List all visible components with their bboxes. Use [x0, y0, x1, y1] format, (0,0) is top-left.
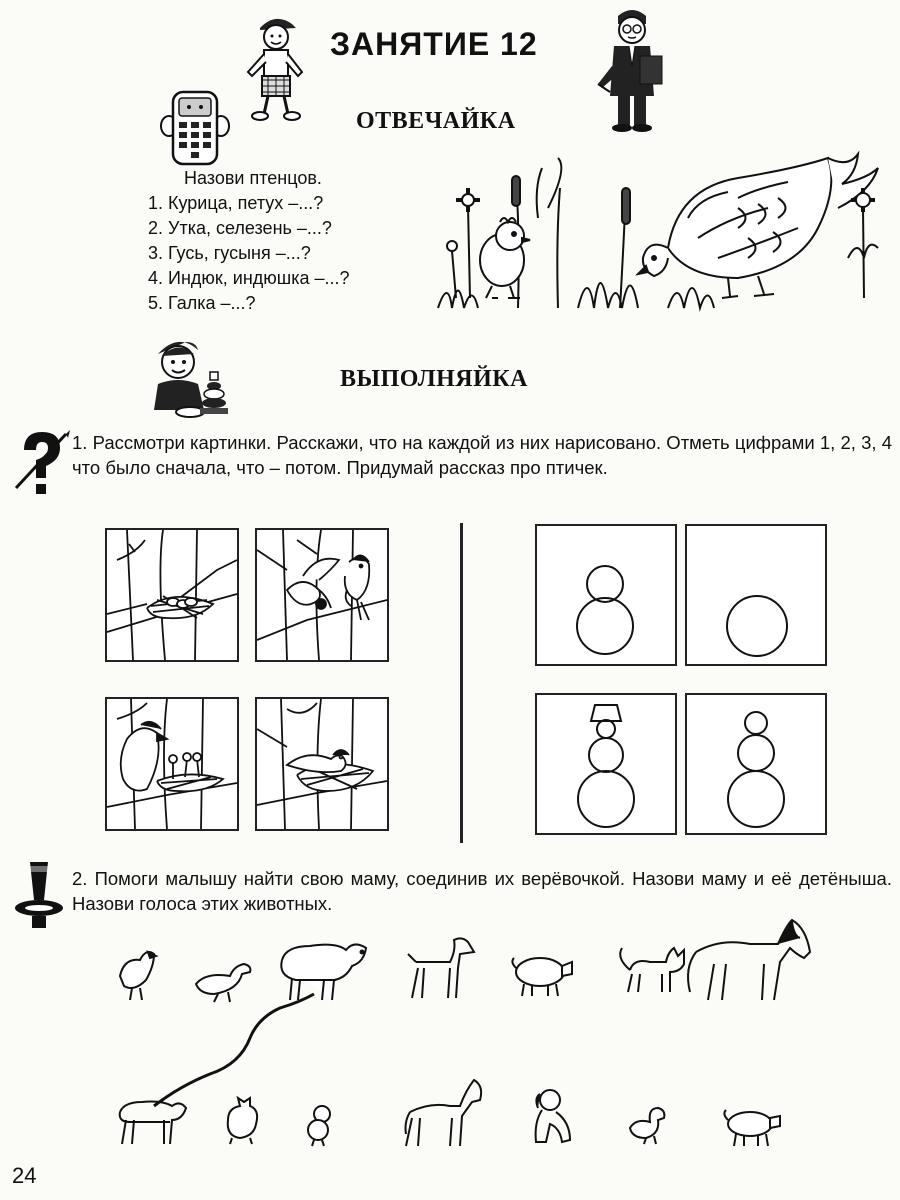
dog-icon — [408, 938, 474, 998]
task-1-text: 1. Рассмотри картинки. Расскажи, что на каждой из них нарисовано. Отметь цифрами 1, 2, 3, 4 что было сначала, что – потом. Придумай рассказ про птичек. — [72, 432, 892, 478]
questions-intro: Назови птенцов. — [184, 168, 322, 188]
vertical-divider — [460, 523, 463, 843]
snowman-picture-two-circles — [535, 524, 677, 666]
otvechaika-title: ОТВЕЧАЙКА — [356, 108, 516, 134]
lamb-icon — [120, 1102, 186, 1145]
teacher-with-book-icon — [596, 6, 668, 139]
question-item: 1. Курица, петух –...? — [148, 193, 324, 213]
bird-picture-sitting-on-nest — [255, 697, 389, 831]
question-item: 4. Индюк, индюшка –...? — [148, 268, 350, 288]
question-item: 3. Гусь, гусыня –...? — [148, 243, 311, 263]
bird-picture-feeding-chicks — [105, 697, 239, 831]
boy-in-cap-icon — [240, 10, 310, 127]
lesson-title: ЗАНЯТИЕ 12 — [330, 26, 538, 62]
duckling-icon — [630, 1108, 664, 1144]
cartoon-phone-icon — [155, 88, 235, 173]
chick-and-hen-illustration — [438, 148, 893, 323]
boy-with-toy-icon — [148, 336, 232, 425]
page-number: 24 — [12, 1163, 37, 1188]
exclamation-mark-icon — [12, 860, 66, 935]
bird-picture-nest-eggs — [105, 528, 239, 662]
horse-icon — [688, 920, 810, 1000]
vypolnyaika-title: ВЫПОЛНЯЙКА — [340, 366, 528, 392]
baby-animals-row — [110, 1072, 800, 1157]
kitten-icon — [228, 1098, 257, 1144]
cat-icon — [620, 948, 684, 992]
pig-icon — [512, 958, 572, 996]
question-list — [148, 166, 350, 316]
task-2-text: 2. Помоги малышу найти свою маму, соединив их верёвочкой. Назови маму и её детёныша. Назови голоса этих животных. — [72, 868, 892, 914]
question-item: 2. Утка, селезень –...? — [148, 218, 332, 238]
chick-icon — [308, 1106, 330, 1146]
piglet-icon — [724, 1110, 780, 1146]
puppy-icon — [536, 1090, 570, 1142]
snowman-picture-three-circles — [685, 693, 827, 835]
foal-icon — [406, 1080, 482, 1146]
snowman-picture-one-circle — [685, 524, 827, 666]
question-item: 5. Галка –...? — [148, 293, 256, 313]
question-mark-pen-icon — [12, 428, 72, 507]
snowman-picture-with-bucket — [535, 693, 677, 835]
bird-picture-two-birds — [255, 528, 389, 662]
